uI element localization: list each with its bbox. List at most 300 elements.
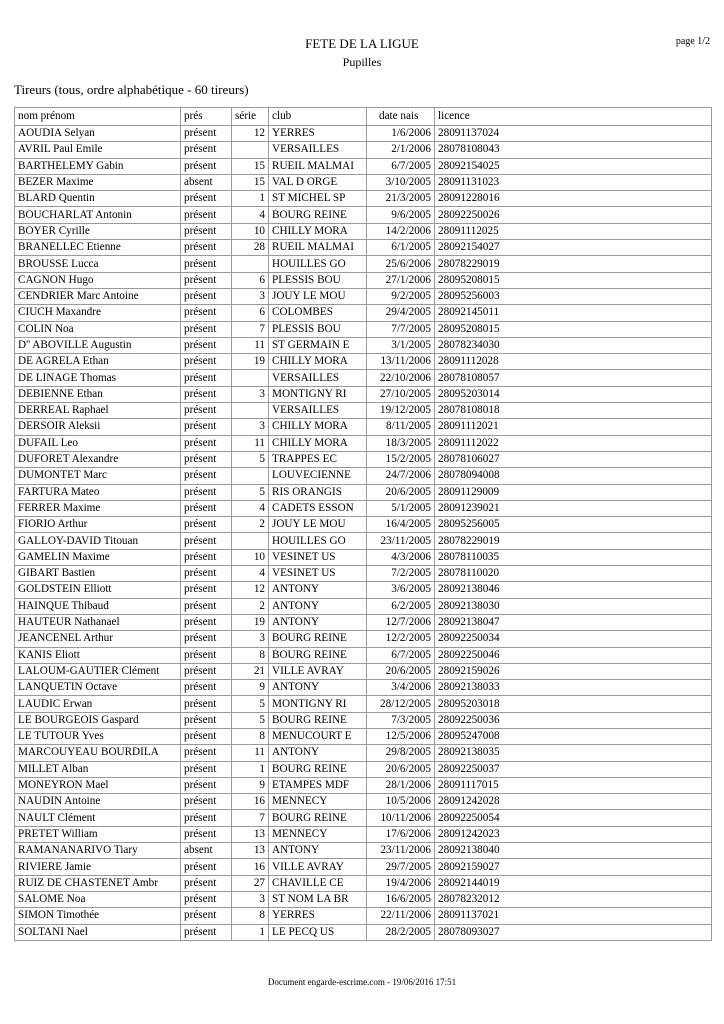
cell-serie: 4: [232, 207, 269, 223]
cell-club: ETAMPES MDF: [269, 777, 367, 793]
table-row: [15, 223, 712, 239]
cell-licence: 28091117015: [435, 777, 712, 793]
cell-club: YERRES: [269, 908, 367, 924]
table-row: [15, 191, 712, 207]
cell-serie: 12: [232, 582, 269, 598]
table-row: [15, 761, 712, 777]
cell-licence: 28078108018: [435, 403, 712, 419]
cell-name: NAULT Clément: [15, 810, 181, 826]
cell-serie: 8: [232, 728, 269, 744]
cell-serie: 19: [232, 354, 269, 370]
cell-licence: 28078093027: [435, 924, 712, 940]
cell-presence: présent: [181, 354, 232, 370]
cell-name: DEBIENNE Ethan: [15, 386, 181, 402]
table-header-row: [15, 108, 712, 126]
cell-serie: 12: [232, 126, 269, 142]
cell-serie: 2: [232, 598, 269, 614]
cell-presence: présent: [181, 419, 232, 435]
table-row: [15, 549, 712, 565]
cell-presence: absent: [181, 174, 232, 190]
cell-birthdate: 6/7/2005: [367, 647, 435, 663]
cell-serie: [232, 468, 269, 484]
cell-name: BOUCHARLAT Antonin: [15, 207, 181, 223]
cell-club: ANTONY: [269, 614, 367, 630]
table-row: [15, 631, 712, 647]
document-subtitle: Pupilles: [342, 55, 382, 69]
cell-licence: 28091137021: [435, 908, 712, 924]
cell-birthdate: 22/11/2006: [367, 908, 435, 924]
cell-birthdate: 4/3/2006: [367, 549, 435, 565]
cell-name: DUFORET Alexandre: [15, 451, 181, 467]
cell-club: PLESSIS BOU: [269, 321, 367, 337]
cell-name: D'' ABOVILLE Augustin: [15, 337, 181, 353]
cell-licence: 28092250036: [435, 712, 712, 728]
cell-presence: présent: [181, 875, 232, 891]
table-row: [15, 500, 712, 516]
cell-serie: 15: [232, 158, 269, 174]
cell-club: JOUY LE MOU: [269, 517, 367, 533]
cell-birthdate: 1/6/2006: [367, 126, 435, 142]
cell-birthdate: 21/3/2005: [367, 191, 435, 207]
cell-presence: présent: [181, 566, 232, 582]
cell-serie: 10: [232, 549, 269, 565]
cell-serie: 3: [232, 288, 269, 304]
cell-birthdate: 6/1/2005: [367, 240, 435, 256]
cell-birthdate: 24/7/2006: [367, 468, 435, 484]
cell-name: DERREAL Raphael: [15, 403, 181, 419]
cell-name: KANIS Eliott: [15, 647, 181, 663]
table-row: [15, 256, 712, 272]
cell-club: CADETS ESSON: [269, 500, 367, 516]
cell-name: DUMONTET Marc: [15, 468, 181, 484]
column-header-licence: licence: [435, 108, 712, 126]
cell-birthdate: 12/5/2006: [367, 728, 435, 744]
cell-name: RUIZ DE CHASTENET Ambr: [15, 875, 181, 891]
cell-birthdate: 28/1/2006: [367, 777, 435, 793]
cell-birthdate: 29/4/2005: [367, 305, 435, 321]
table-row: [15, 403, 712, 419]
cell-presence: présent: [181, 924, 232, 940]
cell-birthdate: 20/6/2005: [367, 663, 435, 679]
cell-club: HOUILLES GO: [269, 256, 367, 272]
cell-birthdate: 7/2/2005: [367, 566, 435, 582]
table-row: [15, 435, 712, 451]
cell-serie: 5: [232, 696, 269, 712]
cell-club: VESINET US: [269, 566, 367, 582]
cell-name: LANQUETIN Octave: [15, 680, 181, 696]
page-footer: Document engarde-escrime.com - 19/06/2016 17:51: [267, 977, 457, 987]
table-row: [15, 908, 712, 924]
cell-club: VESINET US: [269, 549, 367, 565]
cell-licence: 28078094008: [435, 468, 712, 484]
cell-birthdate: 10/11/2006: [367, 810, 435, 826]
table-row: [15, 843, 712, 859]
cell-birthdate: 8/11/2005: [367, 419, 435, 435]
cell-serie: 3: [232, 419, 269, 435]
cell-name: GOLDSTEIN Elliott: [15, 582, 181, 598]
cell-presence: présent: [181, 794, 232, 810]
cell-serie: 7: [232, 810, 269, 826]
cell-presence: présent: [181, 386, 232, 402]
document-title: FETE DE LA LIGUE: [305, 36, 419, 51]
table-row: [15, 288, 712, 304]
cell-licence: 28091228016: [435, 191, 712, 207]
cell-serie: 1: [232, 191, 269, 207]
cell-serie: 5: [232, 712, 269, 728]
cell-birthdate: 23/11/2005: [367, 533, 435, 549]
cell-presence: présent: [181, 680, 232, 696]
column-header-club: club: [269, 108, 367, 126]
cell-presence: présent: [181, 533, 232, 549]
cell-name: MONEYRON Mael: [15, 777, 181, 793]
cell-presence: présent: [181, 337, 232, 353]
cell-presence: présent: [181, 826, 232, 842]
cell-club: ANTONY: [269, 598, 367, 614]
cell-serie: 5: [232, 451, 269, 467]
column-header-date: date nais: [367, 108, 435, 126]
cell-serie: 3: [232, 631, 269, 647]
cell-name: SOLTANI Nael: [15, 924, 181, 940]
table-row: [15, 370, 712, 386]
cell-birthdate: 5/1/2005: [367, 500, 435, 516]
cell-presence: présent: [181, 158, 232, 174]
cell-licence: 28091112028: [435, 354, 712, 370]
cell-presence: présent: [181, 891, 232, 907]
cell-club: BOURG REINE: [269, 631, 367, 647]
cell-name: MARCOUYEAU BOURDILA: [15, 745, 181, 761]
cell-birthdate: 10/5/2006: [367, 794, 435, 810]
cell-presence: absent: [181, 843, 232, 859]
cell-serie: 11: [232, 435, 269, 451]
table-row: [15, 777, 712, 793]
cell-club: RIS ORANGIS: [269, 484, 367, 500]
cell-club: BOURG REINE: [269, 207, 367, 223]
cell-licence: 28091112021: [435, 419, 712, 435]
cell-name: AVRIL Paul Emile: [15, 142, 181, 158]
cell-birthdate: 9/2/2005: [367, 288, 435, 304]
cell-birthdate: 6/7/2005: [367, 158, 435, 174]
cell-club: MENUCOURT E: [269, 728, 367, 744]
cell-presence: présent: [181, 582, 232, 598]
table-row: [15, 321, 712, 337]
cell-name: LAUDIC Erwan: [15, 696, 181, 712]
cell-presence: présent: [181, 500, 232, 516]
cell-name: GAMELIN Maxime: [15, 549, 181, 565]
cell-club: COLOMBES: [269, 305, 367, 321]
cell-licence: 28095256005: [435, 517, 712, 533]
cell-serie: 13: [232, 826, 269, 842]
table-row: [15, 680, 712, 696]
table-row: [15, 484, 712, 500]
cell-club: ANTONY: [269, 843, 367, 859]
cell-licence: 28095208015: [435, 321, 712, 337]
cell-club: HOUILLES GO: [269, 533, 367, 549]
cell-club: PLESSIS BOU: [269, 272, 367, 288]
cell-licence: 28092154027: [435, 240, 712, 256]
table-row: [15, 663, 712, 679]
cell-club: MENNECY: [269, 794, 367, 810]
cell-birthdate: 20/6/2005: [367, 484, 435, 500]
cell-name: CAGNON Hugo: [15, 272, 181, 288]
cell-licence: 28092159026: [435, 663, 712, 679]
table-row: [15, 875, 712, 891]
cell-club: ST NOM LA BR: [269, 891, 367, 907]
cell-birthdate: 27/10/2005: [367, 386, 435, 402]
cell-name: BLARD Quentin: [15, 191, 181, 207]
cell-presence: présent: [181, 614, 232, 630]
cell-club: VERSAILLES: [269, 142, 367, 158]
cell-licence: 28078110020: [435, 566, 712, 582]
table-row: [15, 305, 712, 321]
table-row: [15, 745, 712, 761]
cell-name: RIVIERE Jamie: [15, 859, 181, 875]
cell-serie: 27: [232, 875, 269, 891]
cell-presence: présent: [181, 256, 232, 272]
cell-club: BOURG REINE: [269, 810, 367, 826]
cell-presence: présent: [181, 810, 232, 826]
cell-licence: 28095203014: [435, 386, 712, 402]
cell-licence: 28095208015: [435, 272, 712, 288]
table-row: [15, 696, 712, 712]
cell-club: ST MICHEL SP: [269, 191, 367, 207]
cell-birthdate: 6/2/2005: [367, 598, 435, 614]
cell-birthdate: 13/11/2006: [367, 354, 435, 370]
cell-serie: 19: [232, 614, 269, 630]
cell-presence: présent: [181, 126, 232, 142]
table-row: [15, 207, 712, 223]
cell-birthdate: 7/7/2005: [367, 321, 435, 337]
cell-serie: [232, 256, 269, 272]
cell-name: GALLOY-DAVID Titouan: [15, 533, 181, 549]
cell-club: LE PECQ US: [269, 924, 367, 940]
cell-serie: 10: [232, 223, 269, 239]
cell-licence: 28078110035: [435, 549, 712, 565]
cell-name: SIMON Timothée: [15, 908, 181, 924]
table-row: [15, 517, 712, 533]
cell-name: DE AGRELA Ethan: [15, 354, 181, 370]
cell-birthdate: 12/2/2005: [367, 631, 435, 647]
cell-club: VERSAILLES: [269, 370, 367, 386]
cell-presence: présent: [181, 321, 232, 337]
cell-presence: présent: [181, 696, 232, 712]
table-row: [15, 614, 712, 630]
table-row: [15, 598, 712, 614]
cell-birthdate: 28/2/2005: [367, 924, 435, 940]
cell-birthdate: 9/6/2005: [367, 207, 435, 223]
cell-serie: [232, 533, 269, 549]
cell-serie: 16: [232, 859, 269, 875]
cell-presence: présent: [181, 468, 232, 484]
cell-licence: 28078232012: [435, 891, 712, 907]
cell-licence: 28091242023: [435, 826, 712, 842]
cell-serie: 21: [232, 663, 269, 679]
cell-serie: 6: [232, 272, 269, 288]
cell-club: MONTIGNY RI: [269, 696, 367, 712]
cell-club: CHILLY MORA: [269, 435, 367, 451]
cell-birthdate: 23/11/2006: [367, 843, 435, 859]
cell-presence: présent: [181, 435, 232, 451]
cell-presence: présent: [181, 451, 232, 467]
cell-serie: 5: [232, 484, 269, 500]
cell-birthdate: 28/12/2005: [367, 696, 435, 712]
cell-presence: présent: [181, 663, 232, 679]
cell-club: ANTONY: [269, 745, 367, 761]
cell-presence: présent: [181, 745, 232, 761]
cell-birthdate: 3/6/2005: [367, 582, 435, 598]
table-row: [15, 810, 712, 826]
cell-presence: présent: [181, 777, 232, 793]
cell-presence: présent: [181, 288, 232, 304]
cell-presence: présent: [181, 549, 232, 565]
cell-club: CHILLY MORA: [269, 419, 367, 435]
table-row: [15, 468, 712, 484]
table-row: [15, 728, 712, 744]
cell-club: CHILLY MORA: [269, 223, 367, 239]
table-row: [15, 794, 712, 810]
fencers-table: [14, 107, 712, 941]
cell-club: CHILLY MORA: [269, 354, 367, 370]
cell-licence: 28095203018: [435, 696, 712, 712]
cell-name: FIORIO Arthur: [15, 517, 181, 533]
cell-presence: présent: [181, 484, 232, 500]
cell-licence: 28091112022: [435, 435, 712, 451]
cell-birthdate: 12/7/2006: [367, 614, 435, 630]
cell-birthdate: 18/3/2005: [367, 435, 435, 451]
cell-serie: 11: [232, 745, 269, 761]
cell-licence: 28095247008: [435, 728, 712, 744]
cell-club: VILLE AVRAY: [269, 859, 367, 875]
column-header-serie: série: [232, 108, 269, 126]
cell-licence: 28095256003: [435, 288, 712, 304]
cell-serie: 11: [232, 337, 269, 353]
cell-name: HAINQUE Thibaud: [15, 598, 181, 614]
cell-licence: 28092250046: [435, 647, 712, 663]
cell-name: AOUDIA Selyan: [15, 126, 181, 142]
cell-licence: 28078106027: [435, 451, 712, 467]
cell-name: COLIN Noa: [15, 321, 181, 337]
cell-name: CIUCH Maxandre: [15, 305, 181, 321]
cell-presence: présent: [181, 403, 232, 419]
cell-name: DE LINAGE Thomas: [15, 370, 181, 386]
cell-name: DUFAIL Leo: [15, 435, 181, 451]
cell-serie: [232, 142, 269, 158]
cell-club: VAL D ORGE: [269, 174, 367, 190]
cell-serie: 9: [232, 777, 269, 793]
cell-name: RAMANANARIVO Tiary: [15, 843, 181, 859]
cell-licence: 28092159027: [435, 859, 712, 875]
cell-name: BEZER Maxime: [15, 174, 181, 190]
cell-licence: 28092154025: [435, 158, 712, 174]
cell-presence: présent: [181, 191, 232, 207]
cell-presence: présent: [181, 305, 232, 321]
section-title: Tireurs (tous, ordre alphabétique - 60 tireurs): [14, 82, 249, 97]
cell-licence: 28091239021: [435, 500, 712, 516]
table-row: [15, 582, 712, 598]
cell-name: LE BOURGEOIS Gaspard: [15, 712, 181, 728]
cell-presence: présent: [181, 207, 232, 223]
cell-name: HAUTEUR Nathanael: [15, 614, 181, 630]
cell-serie: 7: [232, 321, 269, 337]
cell-presence: présent: [181, 370, 232, 386]
column-header-pres: prés: [181, 108, 232, 126]
cell-licence: 28092250054: [435, 810, 712, 826]
page-number: page 1/2: [675, 36, 710, 47]
table-row: [15, 647, 712, 663]
cell-serie: 8: [232, 908, 269, 924]
cell-club: ANTONY: [269, 582, 367, 598]
cell-presence: présent: [181, 631, 232, 647]
table-row: [15, 419, 712, 435]
cell-club: RUEIL MALMAI: [269, 158, 367, 174]
cell-birthdate: 25/6/2006: [367, 256, 435, 272]
cell-licence: 28092250026: [435, 207, 712, 223]
cell-serie: 8: [232, 647, 269, 663]
table-row: [15, 158, 712, 174]
cell-licence: 28092145011: [435, 305, 712, 321]
cell-birthdate: 29/7/2005: [367, 859, 435, 875]
cell-name: SALOME Noa: [15, 891, 181, 907]
cell-birthdate: 14/2/2006: [367, 223, 435, 239]
cell-serie: 13: [232, 843, 269, 859]
cell-name: BOYER Cyrille: [15, 223, 181, 239]
cell-licence: 28092138035: [435, 745, 712, 761]
cell-licence: 28092144019: [435, 875, 712, 891]
cell-serie: 4: [232, 500, 269, 516]
cell-birthdate: 15/2/2005: [367, 451, 435, 467]
table-row: [15, 240, 712, 256]
cell-birthdate: 19/12/2005: [367, 403, 435, 419]
cell-licence: 28078234030: [435, 337, 712, 353]
table-row: [15, 386, 712, 402]
cell-birthdate: 3/4/2006: [367, 680, 435, 696]
cell-club: VERSAILLES: [269, 403, 367, 419]
cell-name: GIBART Bastien: [15, 566, 181, 582]
cell-birthdate: 19/4/2006: [367, 875, 435, 891]
cell-name: BARTHELEMY Gabin: [15, 158, 181, 174]
cell-presence: présent: [181, 598, 232, 614]
cell-licence: 28091131023: [435, 174, 712, 190]
cell-birthdate: 7/3/2005: [367, 712, 435, 728]
cell-serie: 16: [232, 794, 269, 810]
cell-licence: 28091112025: [435, 223, 712, 239]
table-row: [15, 451, 712, 467]
cell-licence: 28091137024: [435, 126, 712, 142]
cell-serie: 15: [232, 174, 269, 190]
table-row: [15, 859, 712, 875]
cell-licence: 28078229019: [435, 533, 712, 549]
cell-presence: présent: [181, 647, 232, 663]
cell-club: ST GERMAIN E: [269, 337, 367, 353]
table-row: [15, 533, 712, 549]
cell-birthdate: 3/10/2005: [367, 174, 435, 190]
cell-name: LE TUTOUR Yves: [15, 728, 181, 744]
cell-serie: 3: [232, 891, 269, 907]
cell-club: MENNECY: [269, 826, 367, 842]
cell-presence: présent: [181, 712, 232, 728]
cell-name: BRANELLEC Etienne: [15, 240, 181, 256]
cell-club: BOURG REINE: [269, 712, 367, 728]
cell-licence: 28092138040: [435, 843, 712, 859]
cell-name: LALOUM-GAUTIER Clément: [15, 663, 181, 679]
cell-serie: 2: [232, 517, 269, 533]
cell-licence: 28078108043: [435, 142, 712, 158]
cell-club: YERRES: [269, 126, 367, 142]
cell-club: LOUVECIENNE: [269, 468, 367, 484]
table-row: [15, 272, 712, 288]
cell-serie: 1: [232, 761, 269, 777]
cell-serie: 1: [232, 924, 269, 940]
cell-serie: 3: [232, 386, 269, 402]
